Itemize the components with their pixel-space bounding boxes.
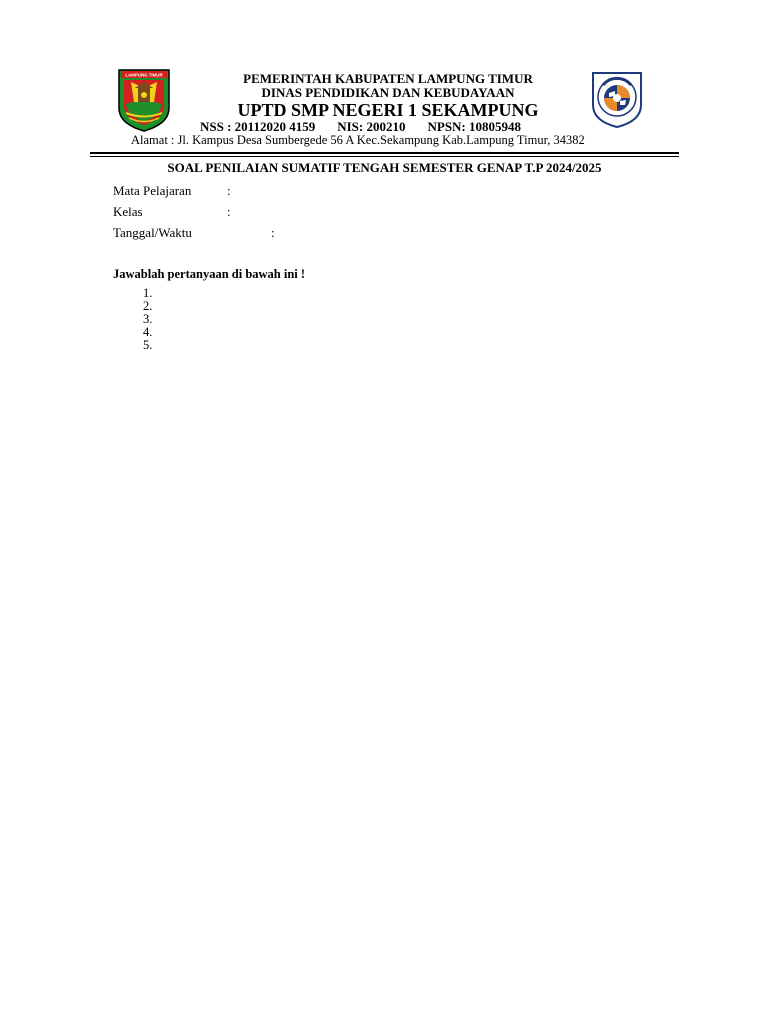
header-divider-thick xyxy=(90,152,679,154)
field-colon-date-time: : xyxy=(271,225,275,240)
header-divider-thin xyxy=(90,156,679,157)
field-label-class: Kelas xyxy=(113,204,143,219)
header-address: Alamat : Jl. Kampus Desa Sumbergede 56 A Kec.Sekampung Kab.Lampung Timur, 34382 xyxy=(131,133,585,147)
header-school-name: UPTD SMP NEGERI 1 SEKAMPUNG xyxy=(237,100,539,120)
question-number: 5. xyxy=(143,338,153,352)
question-number: 3. xyxy=(143,312,153,326)
header-nss: NSS : 20112020 4159 xyxy=(200,119,316,134)
header-nis: NIS: 200210 xyxy=(337,119,406,134)
field-colon-class: : xyxy=(227,204,231,219)
header-npsn: NPSN: 10805948 xyxy=(427,119,522,134)
instruction-text: Jawablah pertanyaan di bawah ini ! xyxy=(113,267,306,281)
header-government-line: PEMERINTAH KABUPATEN LAMPUNG TIMUR xyxy=(243,71,533,86)
crest-banner-text: LAMPUNG TIMUR xyxy=(125,72,163,78)
question-list xyxy=(143,287,152,352)
question-number: 4. xyxy=(143,325,153,339)
header-department-line: DINAS PENDIDIKAN DAN KEBUDAYAAN xyxy=(261,85,515,100)
field-label-date-time: Tanggal/Waktu xyxy=(113,225,192,240)
question-number: 2. xyxy=(143,299,153,313)
field-colon-subject: : xyxy=(227,183,231,198)
field-label-subject: Mata Pelajaran xyxy=(113,183,192,198)
question-number: 1. xyxy=(143,286,153,300)
exam-title: SOAL PENILAIAN SUMATIF TENGAH SEMESTER GENAP T.P 2024/2025 xyxy=(167,160,602,175)
